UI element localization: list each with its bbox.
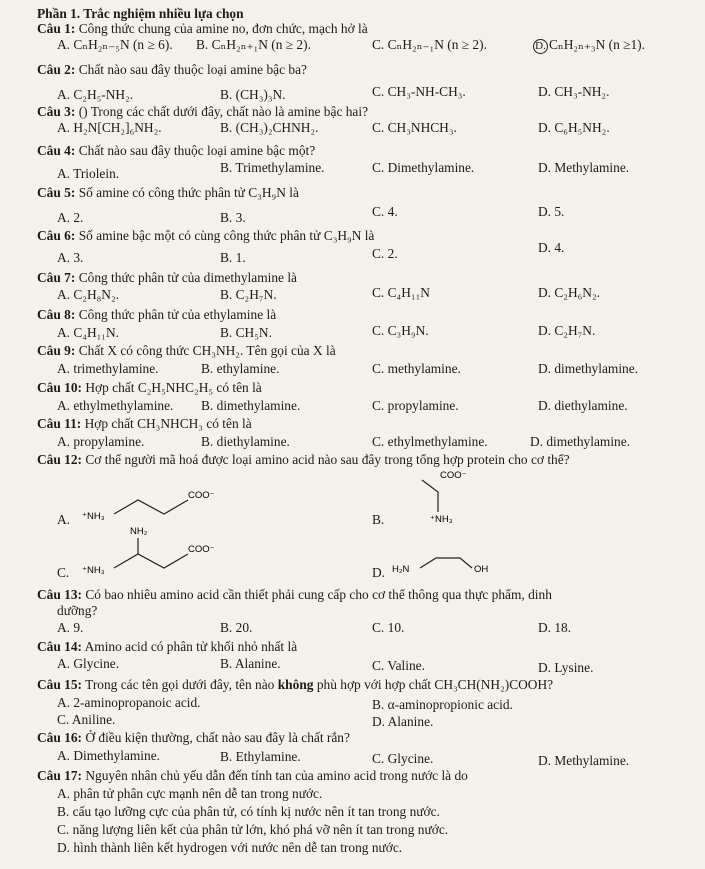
q6-option-a[interactable]: A. 3.	[57, 250, 84, 265]
q11-option-c[interactable]: C. ethylmethylamine.	[372, 434, 488, 449]
question-6: Câu 6: Số amine bậc một có cùng công thức phân tử C₃H₉N là	[37, 228, 375, 243]
q6-option-c[interactable]: C. 2.	[372, 246, 398, 261]
q17-option-d[interactable]: D. hình thành liên kết hydrogen với nước nên dễ tan trong nước.	[57, 840, 403, 855]
q12-option-a[interactable]: A.	[57, 512, 71, 527]
q3-option-c[interactable]: C. CH₃NHCH₃.	[372, 120, 457, 135]
q9-option-b[interactable]: B. ethylamine.	[201, 361, 280, 376]
q14-option-d[interactable]: D. Lysine.	[538, 660, 594, 675]
q16-option-c[interactable]: C. Glycine.	[372, 751, 434, 766]
question-13: Câu 13: Có bao nhiêu amino acid cần thiết phải cung cấp cho cơ thể thông qua thực phẩm, dinh	[37, 587, 552, 602]
q13-option-b[interactable]: B. 20.	[220, 620, 253, 635]
q15-option-c[interactable]: C. Aniline.	[57, 712, 116, 727]
q13-option-d[interactable]: D. 18.	[538, 620, 572, 635]
q10-option-a[interactable]: A. ethylmethylamine.	[57, 398, 174, 413]
q1-option-c[interactable]: C. CₙH₂ₙ₋₁N (n ≥ 2).	[372, 37, 487, 52]
q8-option-b[interactable]: B. CH₅N.	[220, 325, 272, 340]
coo-label: COO⁻	[188, 544, 215, 555]
question-17: Câu 17: Nguyên nhân chủ yếu dẫn đến tính tan của amino acid trong nước là do	[37, 768, 468, 783]
q9-option-c[interactable]: C. methylamine.	[372, 361, 461, 376]
q12-structure-b	[400, 466, 490, 526]
q12-structure-a	[78, 478, 258, 528]
q11-option-b[interactable]: B. diethylamine.	[201, 434, 290, 449]
q5-option-d[interactable]: D. 5.	[538, 204, 565, 219]
q4-option-b[interactable]: B. Trimethylamine.	[220, 160, 325, 175]
question-10: Câu 10: Hợp chất C₂H₅NHC₂H₅ có tên là	[37, 380, 262, 395]
q11-option-a[interactable]: A. propylamine.	[57, 434, 145, 449]
q2-option-b[interactable]: B. (CH₃)₃N.	[220, 87, 286, 102]
q1-option-d[interactable]: D. CₙH₂ₙ₊₃N (n ≥1).	[533, 37, 645, 54]
question-5: Câu 5: Số amine có công thức phân tử C₃H₉N là	[37, 185, 299, 200]
q12-option-b[interactable]: B.	[372, 512, 385, 527]
nh2-label: NH₂	[130, 526, 148, 537]
q3-option-a[interactable]: A. H₂N[CH₂]₆NH₂.	[57, 120, 162, 135]
section-title: Phần 1. Trắc nghiệm nhiều lựa chọn	[37, 6, 244, 21]
q11-option-d[interactable]: D. dimethylamine.	[530, 434, 631, 449]
q1-option-a[interactable]: A. CₙH₂ₙ₋₅N (n ≥ 6).	[57, 37, 173, 52]
q12-structure-d	[388, 550, 498, 580]
q7-option-a[interactable]: A. C₂H₈N₂.	[57, 287, 119, 302]
q15-option-a[interactable]: A. 2-aminopropanoic acid.	[57, 695, 201, 710]
q2-option-c[interactable]: C. CH₃-NH-CH₃.	[372, 84, 466, 99]
q13-option-c[interactable]: C. 10.	[372, 620, 405, 635]
q2-option-a[interactable]: A. C₂H₅-NH₂.	[57, 87, 134, 102]
q15-option-b[interactable]: B. α-aminopropionic acid.	[372, 697, 513, 712]
question-1: Câu 1: Công thức chung của amine no, đơn chức, mạch hở là	[37, 21, 368, 36]
question-15: Câu 15: Trong các tên gọi dưới đây, tên nào không phù hợp với hợp chất CH₃CH(NH₂)COOH?	[37, 677, 554, 692]
q5-option-a[interactable]: A. 2.	[57, 210, 84, 225]
q9-option-a[interactable]: A. trimethylamine.	[57, 361, 159, 376]
q4-option-d[interactable]: D. Methylamine.	[538, 160, 630, 175]
q10-option-d[interactable]: D. diethylamine.	[538, 398, 628, 413]
q8-option-d[interactable]: D. C₂H₇N.	[538, 323, 596, 338]
q14-option-a[interactable]: A. Glycine.	[57, 656, 120, 671]
coo-label: COO⁻	[188, 490, 215, 501]
q16-option-b[interactable]: B. Ethylamine.	[220, 749, 301, 764]
q1-option-b[interactable]: B. CₙH₂ₙ₊₁N (n ≥ 2).	[196, 37, 311, 52]
h2n-label: H₂N	[392, 564, 410, 575]
q4-option-a[interactable]: A. Triolein.	[57, 166, 120, 181]
question-12: Câu 12: Cơ thể người mã hoá được loại amino acid nào sau đây trong tổng hợp protein cho cơ thể?	[37, 452, 570, 467]
answer-circle-icon: D.	[533, 39, 548, 54]
oh-label: OH	[474, 564, 489, 575]
q17-option-a[interactable]: A. phân tử phân cực mạnh nên dễ tan trong nước.	[57, 786, 323, 801]
q8-option-c[interactable]: C. C₃H₉N.	[372, 323, 429, 338]
q5-option-b[interactable]: B. 3.	[220, 210, 246, 225]
q16-option-d[interactable]: D. Methylamine.	[538, 753, 630, 768]
q10-option-c[interactable]: C. propylamine.	[372, 398, 459, 413]
q6-option-d[interactable]: D. 4.	[538, 240, 565, 255]
question-16: Câu 16: Ở điều kiện thường, chất nào sau đây là chất rắn?	[37, 730, 350, 745]
nh3-label: ⁺NH₃	[430, 514, 453, 525]
q3-option-d[interactable]: D. C₆H₅NH₂.	[538, 120, 610, 135]
question-11: Câu 11: Hợp chất CH₃NHCH₃ có tên là	[37, 416, 252, 431]
q10-option-b[interactable]: B. dimethylamine.	[201, 398, 301, 413]
q8-option-a[interactable]: A. C₄H₁₁N.	[57, 325, 119, 340]
q6-option-b[interactable]: B. 1.	[220, 250, 246, 265]
question-4: Câu 4: Chất nào sau đây thuộc loại amine bậc một?	[37, 143, 316, 158]
q16-option-a[interactable]: A. Dimethylamine.	[57, 748, 161, 763]
q9-option-d[interactable]: D. dimethylamine.	[538, 361, 639, 376]
nh3-label: ⁺NH₃	[82, 565, 105, 576]
q14-option-c[interactable]: C. Valine.	[372, 658, 425, 673]
q17-option-b[interactable]: B. cấu tạo lưỡng cực của phân tử, có tính kị nước nên ít tan trong nước.	[57, 804, 440, 819]
question-14: Câu 14: Amino acid có phân tử khối nhỏ nhất là	[37, 639, 298, 654]
q17-option-c[interactable]: C. năng lượng liên kết của phân tử lớn, khó phá vỡ nên ít tan trong nước.	[57, 822, 449, 837]
question-7: Câu 7: Công thức phân tử của dimethylamine là	[37, 270, 297, 285]
question-2: Câu 2: Chất nào sau đây thuộc loại amine bậc ba?	[37, 62, 307, 77]
q15-option-d[interactable]: D. Alanine.	[372, 714, 434, 729]
q5-option-c[interactable]: C. 4.	[372, 204, 398, 219]
q12-option-c[interactable]: C.	[57, 565, 70, 580]
q13-option-a[interactable]: A. 9.	[57, 620, 84, 635]
q7-option-c[interactable]: C. C₄H₁₁N	[372, 285, 430, 300]
coo-label: COO⁻	[440, 470, 467, 481]
question-13-continued: dưỡng?	[57, 603, 98, 618]
q12-option-d[interactable]: D.	[372, 565, 386, 580]
q7-option-b[interactable]: B. C₂H₇N.	[220, 287, 277, 302]
question-3: Câu 3: () Trong các chất dưới đây, chất nào là amine bậc hai?	[37, 104, 369, 119]
q2-option-d[interactable]: D. CH₃-NH₂.	[538, 84, 610, 99]
question-9: Câu 9: Chất X có công thức CH₃NH₂. Tên gọi của X là	[37, 343, 336, 358]
q12-structure-c	[78, 522, 238, 578]
q3-option-b[interactable]: B. (CH₃)₂CHNH₂.	[220, 120, 319, 135]
q4-option-c[interactable]: C. Dimethylamine.	[372, 160, 475, 175]
question-8: Câu 8: Công thức phân tử của ethylamine là	[37, 307, 277, 322]
nh3-label: ⁺NH₃	[82, 511, 105, 522]
q7-option-d[interactable]: D. C₂H₆N₂.	[538, 285, 600, 300]
q14-option-b[interactable]: B. Alanine.	[220, 656, 281, 671]
